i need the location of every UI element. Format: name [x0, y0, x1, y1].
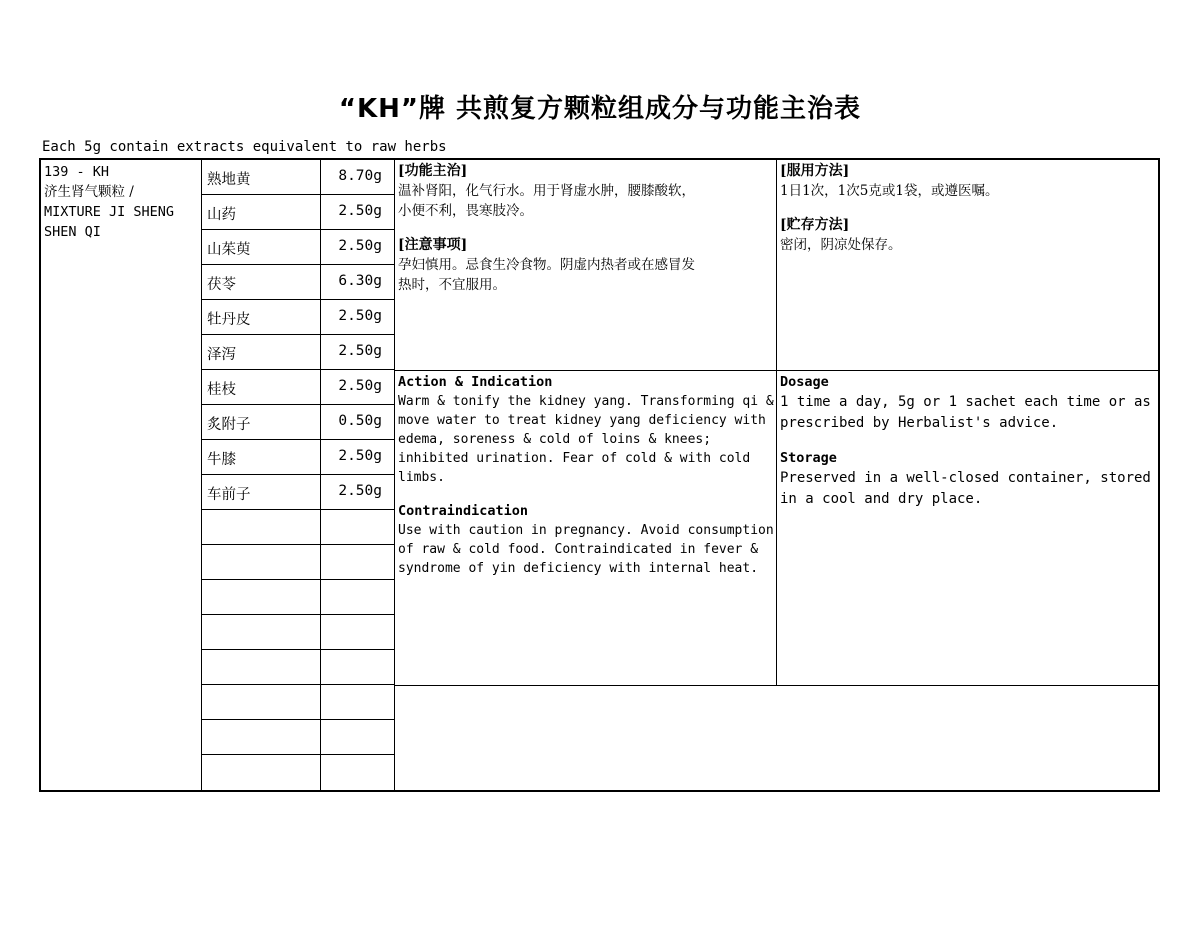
herb-name: 牛膝 [207, 452, 236, 468]
product-name-en-2: SHEN QI [44, 224, 101, 240]
cn-dosage-block [780, 161, 1156, 255]
herb-row-divider [202, 649, 395, 650]
col-divider-dose [394, 159, 395, 791]
herb-dose: 0.50g [338, 413, 382, 429]
herb-row-divider [202, 754, 395, 755]
page-title: “KH”牌 共煎复方颗粒组成分与功能主治表 [338, 94, 862, 124]
cn-indication-line: 小便不利，畏寒肢冷。 [398, 203, 533, 219]
en-storage-head: Storage [780, 450, 837, 466]
cn-storage-line: 密闭，阴凉处保存。 [780, 237, 902, 253]
cn-caution-line: 孕妇慎用。忌食生冷食物。阴虚内热者或在感冒发 [398, 257, 695, 273]
en-indication-line: inhibited urination. Fear of cold & with cold [398, 451, 751, 466]
herb-name: 牡丹皮 [207, 312, 251, 328]
herb-name: 桂枝 [207, 382, 236, 398]
en-contra-line: Use with caution in pregnancy. Avoid consumption [398, 523, 774, 538]
en-dosage-line: 1 time a day, 5g or 1 sachet each time or as [780, 394, 1151, 410]
herb-name: 熟地黄 [207, 172, 251, 188]
en-contra-line: syndrome of yin deficiency with internal heat. [398, 561, 759, 576]
herb-row-divider [202, 404, 395, 405]
herb-row-divider [202, 509, 395, 510]
cn-caution-line: 热时，不宜服用。 [398, 277, 506, 293]
herb-dose: 2.50g [338, 308, 382, 324]
herb-name: 山茱萸 [207, 242, 251, 258]
en-dosage-block [780, 372, 1156, 510]
herb-row-divider [202, 369, 395, 370]
col-divider-info [776, 159, 777, 686]
col-divider-herb [320, 159, 321, 791]
en-storage-line: in a cool and dry place. [780, 491, 983, 507]
subtitle: Each 5g contain extracts equivalent to raw herbs [42, 139, 447, 155]
herb-name: 车前子 [207, 487, 251, 503]
en-indication-line: move water to treat kidney yang deficiency with [398, 413, 766, 428]
herb-name: 泽泻 [207, 347, 236, 363]
herb-row-divider [202, 439, 395, 440]
cn-indication-line: 温补肾阳，化气行水。用于肾虚水肿，腰膝酸软， [398, 183, 695, 199]
herb-dose: 2.50g [338, 448, 382, 464]
herb-dose: 2.50g [338, 483, 382, 499]
col-divider-product [201, 159, 202, 791]
herb-row-divider [202, 334, 395, 335]
en-indication-line: Warm & tonify the kidney yang. Transforming qi & [398, 394, 774, 409]
herb-row-divider [202, 684, 395, 685]
cn-dosage-line: 1日1次，1次5克或1袋，或遵医嘱。 [780, 183, 999, 199]
en-storage-line: Preserved in a well-closed container, stored [780, 470, 1151, 486]
herb-row-divider [202, 719, 395, 720]
product-cell [44, 162, 199, 242]
en-indication-line: edema, soreness & cold of loins & knees; [398, 432, 712, 447]
en-dosage-line: prescribed by Herbalist's advice. [780, 415, 1059, 431]
herb-row-divider [202, 579, 395, 580]
cn-indication-block [398, 161, 774, 295]
herb-row-divider [202, 264, 395, 265]
en-contra-line: of raw & cold food. Contraindicated in fever & [398, 542, 759, 557]
herb-dose: 2.50g [338, 238, 382, 254]
en-contra-head: Contraindication [398, 503, 529, 519]
herb-name: 茯苓 [207, 277, 236, 293]
herb-row-divider [202, 474, 395, 475]
herb-name: 炙附子 [207, 417, 251, 433]
en-indication-head: Action & Indication [398, 374, 553, 390]
product-name-en-1: MIXTURE JI SHENG [44, 204, 175, 220]
cn-caution-head: [注意事项] [398, 237, 468, 253]
en-indication-block [398, 372, 774, 578]
herb-name: 山药 [207, 207, 236, 223]
herb-dose: 2.50g [338, 343, 382, 359]
herb-row-divider [202, 614, 395, 615]
cn-storage-head: [贮存方法] [780, 217, 850, 233]
en-dosage-head: Dosage [780, 374, 829, 390]
cn-indication-head: [功能主治] [398, 163, 468, 179]
product-name-cn: 济生肾气颗粒 / [44, 184, 134, 200]
herb-row-divider [202, 229, 395, 230]
herb-row-divider [202, 299, 395, 300]
en-indication-line: limbs. [398, 470, 445, 485]
row-divider-en-empty [395, 685, 1159, 686]
row-divider-cn-en [395, 370, 1159, 371]
herb-dose: 2.50g [338, 378, 382, 394]
herb-dose: 6.30g [338, 273, 382, 289]
cn-dosage-head: [服用方法] [780, 163, 850, 179]
herb-row-divider [202, 544, 395, 545]
product-code: 139 - KH [44, 164, 110, 180]
herb-dose: 2.50g [338, 203, 382, 219]
herb-dose: 8.70g [338, 168, 382, 184]
herb-row-divider [202, 194, 395, 195]
